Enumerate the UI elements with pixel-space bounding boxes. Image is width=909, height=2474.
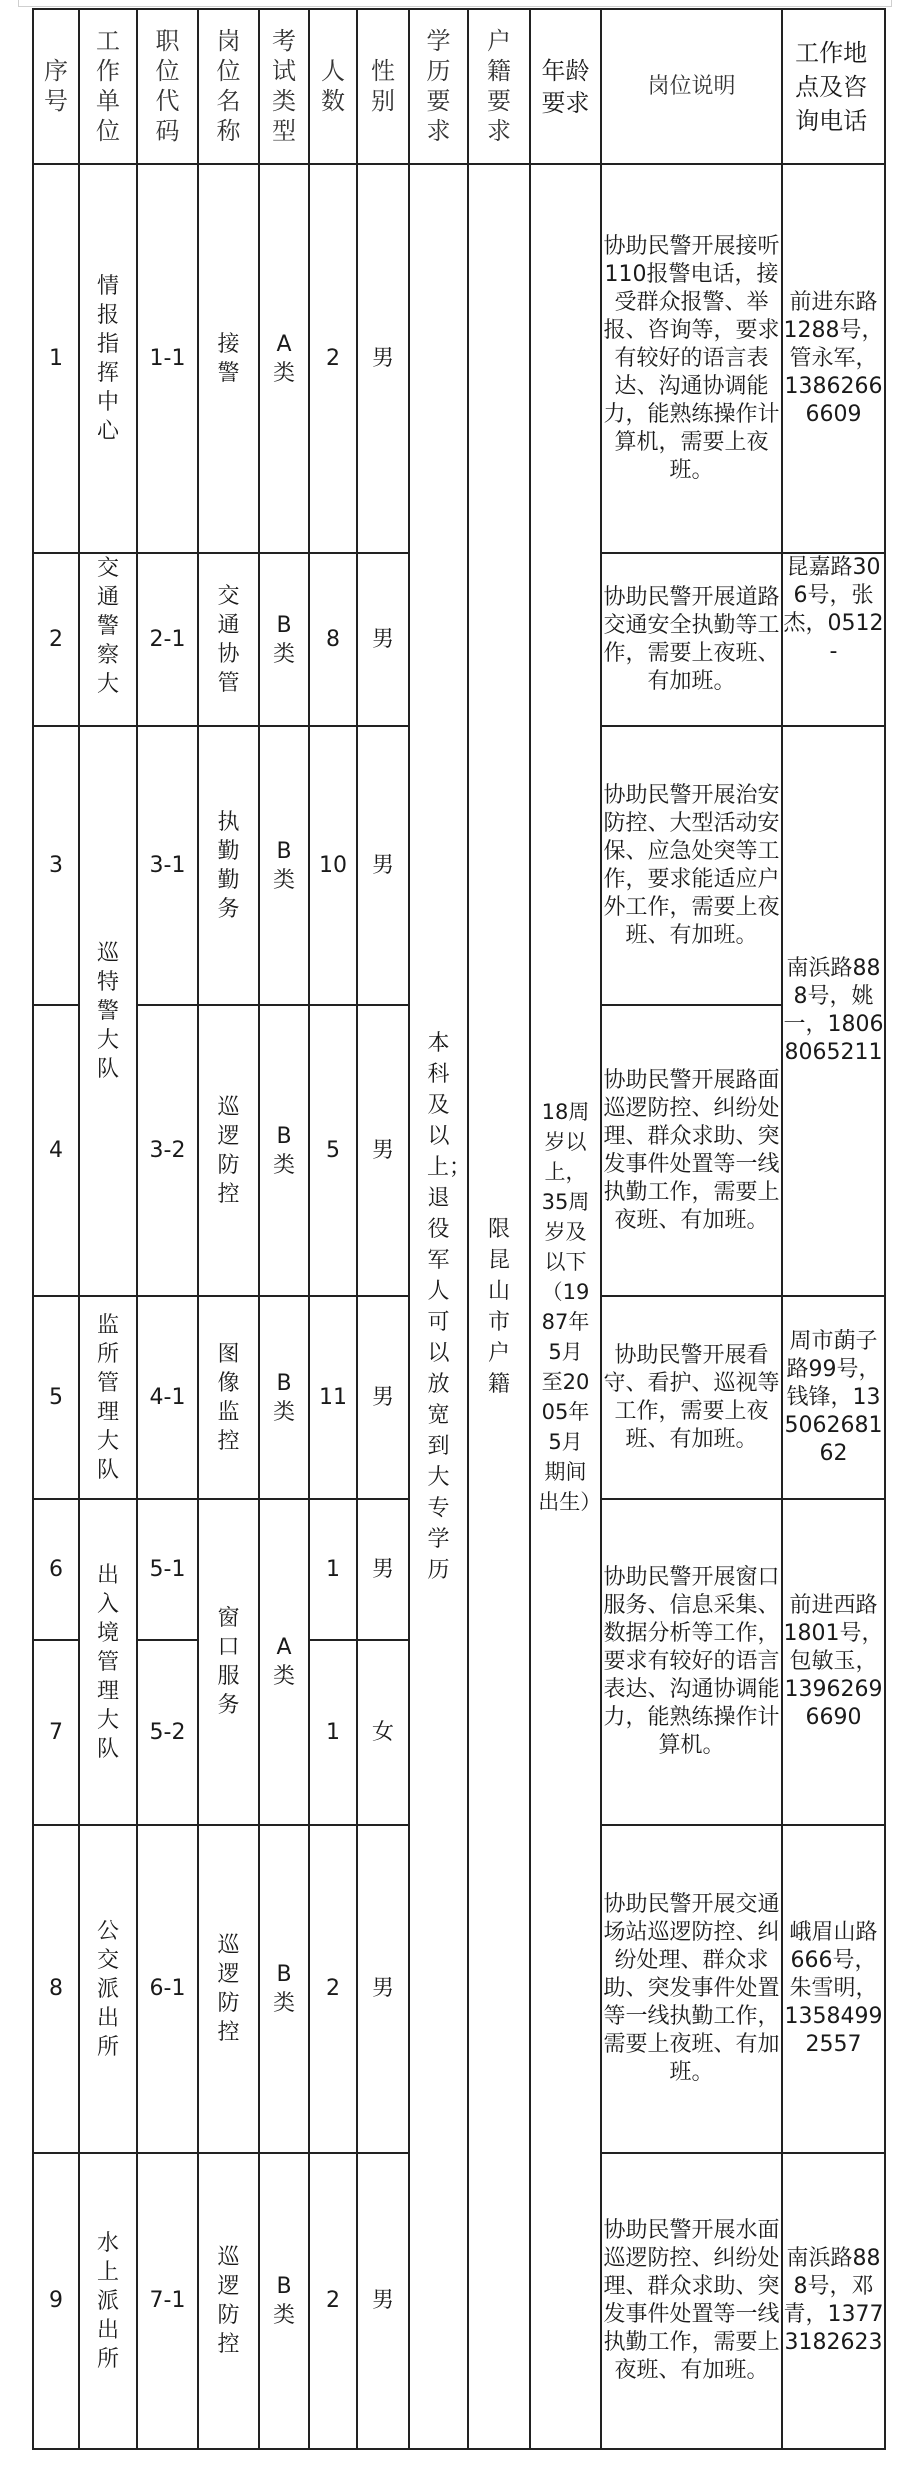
cell-count: 10 (309, 726, 357, 1005)
cell-seq: 1 (33, 164, 79, 553)
cell-count: 1 (309, 1499, 357, 1640)
cell-gender: 男 (357, 1005, 409, 1296)
cell-contact: 前进东路1288号，管永军，13862666609 (782, 164, 885, 553)
cell-code: 6-1 (137, 1825, 198, 2153)
cell-seq: 6 (33, 1499, 79, 1640)
cell-position: 巡逻防控 (198, 2153, 259, 2449)
cell-position: 交通协管 (198, 553, 259, 726)
cell-seq: 3 (33, 726, 79, 1005)
cell-code: 4-1 (137, 1296, 198, 1499)
cell-seq: 4 (33, 1005, 79, 1296)
cell-unit: 出入境管理大队 (79, 1499, 137, 1825)
header-contact: 工作地点及咨询电话 (782, 9, 885, 164)
cell-position: 接警 (198, 164, 259, 553)
cell-age: 18周岁以上，35周岁及以下（1987年5月至2005年5月期间出生） (530, 164, 601, 2449)
cell-seq: 7 (33, 1640, 79, 1825)
cell-unit: 公交派出所 (79, 1825, 137, 2153)
cell-contact: 南浜路888号，邓青，13773182623 (782, 2153, 885, 2449)
cell-count: 5 (309, 1005, 357, 1296)
cell-seq: 5 (33, 1296, 79, 1499)
cell-gender: 男 (357, 726, 409, 1005)
cell-exam-type: A类 (259, 164, 309, 553)
cell-exam-type: B类 (259, 1296, 309, 1499)
cell-position: 巡逻防控 (198, 1825, 259, 2153)
cell-gender: 男 (357, 1499, 409, 1640)
header-position: 岗位名称 (198, 9, 259, 164)
header-row (33, 9, 885, 164)
cell-exam-type: B类 (259, 1825, 309, 2153)
cell-contact: 前进西路1801号，包敏玉，13962696690 (782, 1499, 885, 1825)
header-exam-type: 考试类型 (259, 9, 309, 164)
cell-count: 2 (309, 1825, 357, 2153)
cell-contact: 峨眉山路666号，朱雪明，13584992557 (782, 1825, 885, 2153)
header-code: 职位代码 (137, 9, 198, 164)
cell-gender: 男 (357, 164, 409, 553)
cell-hukou: 限昆山市户籍 (468, 164, 530, 2449)
cell-description: 协助民警开展路面巡逻防控、纠纷处理、群众求助、突发事件处置等一线执勤工作，需要上夜班、有加班。 (601, 1005, 782, 1296)
cell-contact: 周市蓢子路99号，钱锋，13506268162 (782, 1296, 885, 1499)
cell-code: 1-1 (137, 164, 198, 553)
cell-description: 协助民警开展窗口服务、信息采集、数据分析等工作，要求有较好的语言表达、沟通协调能力，能熟练操作计算机。 (601, 1499, 782, 1825)
cell-count: 8 (309, 553, 357, 726)
cell-position: 巡逻防控 (198, 1005, 259, 1296)
cell-position: 窗口服务 (198, 1499, 259, 1825)
header-seq: 序号 (33, 9, 79, 164)
cell-description: 协助民警开展交通场站巡逻防控、纠纷处理、群众求助、突发事件处置等一线执勤工作，需要上夜班、有加班。 (601, 1825, 782, 2153)
recruitment-table (32, 8, 886, 2450)
cell-code: 5-1 (137, 1499, 198, 1640)
cell-code: 3-2 (137, 1005, 198, 1296)
cell-description: 协助民警开展接听110报警电话，接受群众报警、举报、咨询等，要求有较好的语言表达、沟通协调能力，能熟练操作计算机，需要上夜班。 (601, 164, 782, 553)
cell-gender: 女 (357, 1640, 409, 1825)
cell-contact: 昆嘉路306号，张杰，0512- (782, 553, 885, 726)
cell-gender: 男 (357, 1825, 409, 2153)
cell-exam-type: B类 (259, 2153, 309, 2449)
cell-exam-type: B类 (259, 1005, 309, 1296)
cell-unit: 情报指挥中心 (79, 164, 137, 553)
cell-education: 本科及以上；退役军人可以放宽到大专学历 (409, 164, 468, 2449)
cell-exam-type: B类 (259, 553, 309, 726)
page-frame (18, 0, 892, 7)
header-age: 年龄要求 (530, 9, 601, 164)
cell-code: 5-2 (137, 1640, 198, 1825)
header-gender: 性别 (357, 9, 409, 164)
cell-unit: 交通警察大 (79, 553, 137, 726)
cell-position: 图像监控 (198, 1296, 259, 1499)
cell-description: 协助民警开展水面巡逻防控、纠纷处理、群众求助、突发事件处置等一线执勤工作，需要上夜班、有加班。 (601, 2153, 782, 2449)
cell-gender: 男 (357, 1296, 409, 1499)
cell-unit: 监所管理大队 (79, 1296, 137, 1499)
header-unit: 工作单位 (79, 9, 137, 164)
cell-description: 协助民警开展治安防控、大型活动安保、应急处突等工作，要求能适应户外工作，需要上夜班、有加班。 (601, 726, 782, 1005)
cell-count: 2 (309, 2153, 357, 2449)
cell-code: 3-1 (137, 726, 198, 1005)
cell-description: 协助民警开展道路交通安全执勤等工作，需要上夜班、有加班。 (601, 553, 782, 726)
cell-seq: 8 (33, 1825, 79, 2153)
header-count: 人数 (309, 9, 357, 164)
cell-position: 执勤勤务 (198, 726, 259, 1005)
cell-gender: 男 (357, 553, 409, 726)
cell-seq: 9 (33, 2153, 79, 2449)
header-education: 学历要求 (409, 9, 468, 164)
cell-code: 2-1 (137, 553, 198, 726)
cell-contact: 南浜路888号，姚一，18068065211 (782, 726, 885, 1296)
header-description: 岗位说明 (601, 9, 782, 164)
cell-unit: 巡特警大队 (79, 726, 137, 1296)
cell-exam-type: B类 (259, 726, 309, 1005)
table-row (33, 164, 885, 553)
cell-count: 11 (309, 1296, 357, 1499)
cell-seq: 2 (33, 553, 79, 726)
cell-gender: 男 (357, 2153, 409, 2449)
cell-description: 协助民警开展看守、看护、巡视等工作，需要上夜班、有加班。 (601, 1296, 782, 1499)
cell-count: 1 (309, 1640, 357, 1825)
header-hukou: 户籍要求 (468, 9, 530, 164)
cell-exam-type: A类 (259, 1499, 309, 1825)
cell-unit: 水上派出所 (79, 2153, 137, 2449)
cell-count: 2 (309, 164, 357, 553)
cell-code: 7-1 (137, 2153, 198, 2449)
